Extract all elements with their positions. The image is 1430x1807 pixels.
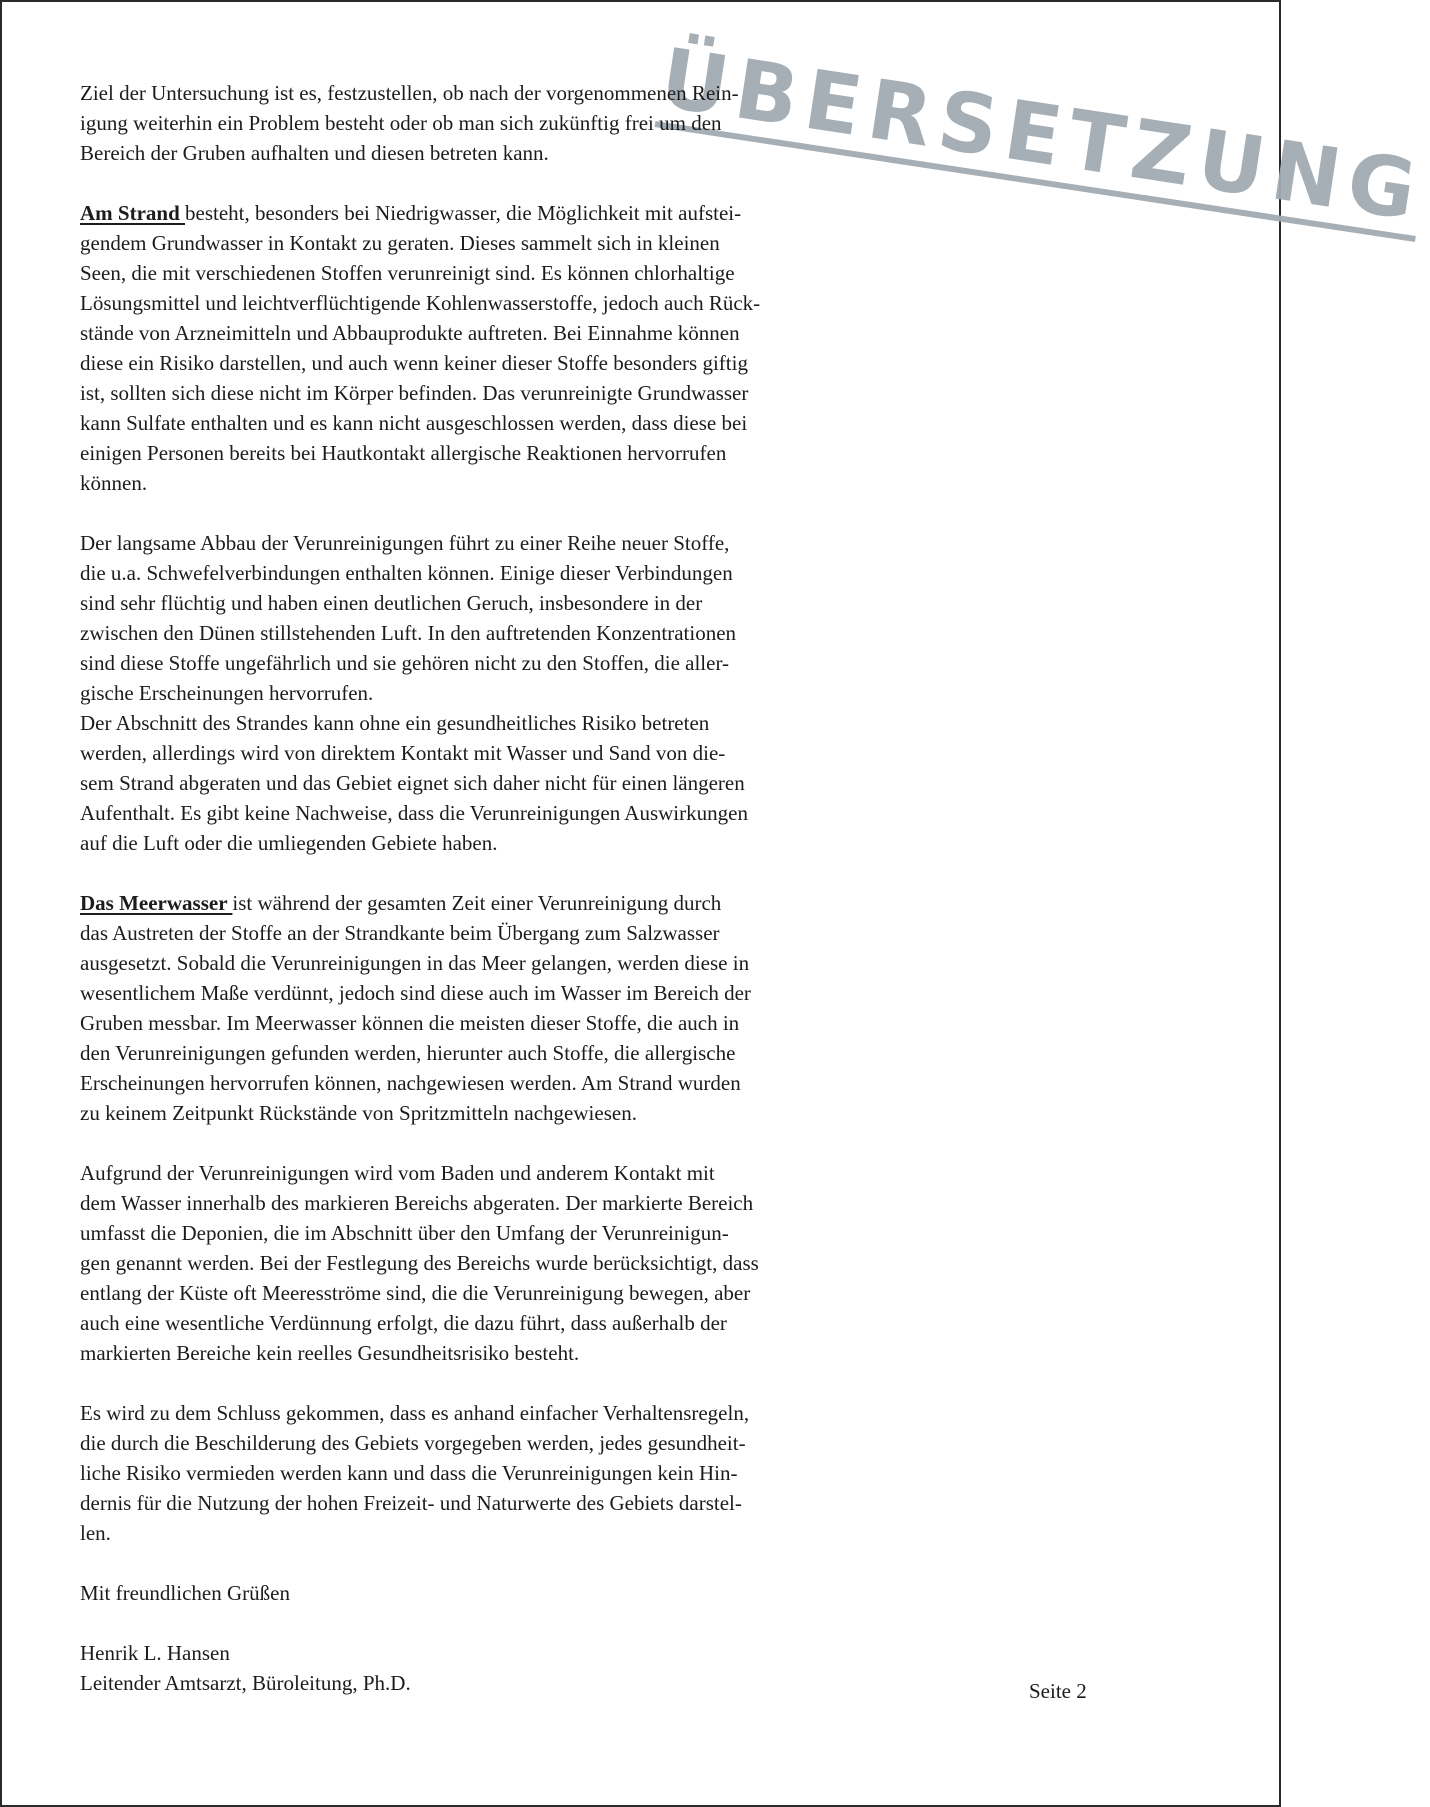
text-line: Aufenthalt. Es gibt keine Nachweise, dass die Verunreinigungen Auswirkungen xyxy=(80,801,748,825)
text-line: ist, sollten sich diese nicht im Körper befinden. Das verunreinigte Grundwasser xyxy=(80,381,749,405)
text-line: auch eine wesentliche Verdünnung erfolgt, die dazu führt, dass außerhalb der xyxy=(80,1311,727,1335)
strand-paragraph xyxy=(80,198,910,498)
signature-title: Leitender Amtsarzt, Büroleitung, Ph.D. xyxy=(80,1671,411,1695)
text-line: werden, allerdings wird von direktem Kontakt mit Wasser und Sand von die- xyxy=(80,741,726,765)
text-line xyxy=(80,198,910,228)
text-line: gendem Grundwasser in Kontakt zu geraten. Dieses sammelt sich in kleinen xyxy=(80,231,720,255)
text-line: stände von Arzneimitteln und Abbauprodukte auftreten. Bei Einnahme können xyxy=(80,321,740,345)
text-line: Der langsame Abbau der Verunreinigungen führt zu einer Reihe neuer Stoffe, xyxy=(80,531,730,555)
text-line: gische Erscheinungen hervorrufen. xyxy=(80,681,374,705)
text-line: entlang der Küste oft Meeresströme sind, die die Verunreinigung bewegen, aber xyxy=(80,1281,751,1305)
text-line: die durch die Beschilderung des Gebiets vorgegeben werden, jedes gesundheit- xyxy=(80,1431,746,1455)
text-line: sind diese Stoffe ungefährlich und sie gehören nicht zu den Stoffen, die aller- xyxy=(80,651,730,675)
meerwasser-paragraph xyxy=(80,888,910,1128)
text-line: das Austreten der Stoffe an der Strandkante beim Übergang zum Salzwasser xyxy=(80,921,720,945)
text-line: sind sehr flüchtig und haben einen deutlichen Geruch, insbesondere in der xyxy=(80,591,703,615)
text-line: den Verunreinigungen gefunden werden, hierunter auch Stoffe, die allergische xyxy=(80,1041,736,1065)
text-fragment: besteht, besonders bei Niedrigwasser, die Möglichkeit mit aufstei- xyxy=(185,201,742,225)
text-line: kann Sulfate enthalten und es kann nicht ausgeschlossen werden, dass diese bei xyxy=(80,411,748,435)
text-fragment: ist während der gesamten Zeit einer Verunreinigung durch xyxy=(232,891,722,915)
translation-stamp: ÜBERSETZUNG xyxy=(654,31,1430,241)
text-line: die u.a. Schwefelverbindungen enthalten können. Einige dieser Verbindungen xyxy=(80,561,733,585)
text-line: umfasst die Deponien, die im Abschnitt über den Umfang der Verunreinigun- xyxy=(80,1221,729,1245)
text-line: markierten Bereiche kein reelles Gesundheitsrisiko besteht. xyxy=(80,1341,580,1365)
text-line: zwischen den Dünen stillstehenden Luft. In den auftretenden Konzentrationen xyxy=(80,621,737,645)
text-line: auf die Luft oder die umliegenden Gebiete haben. xyxy=(80,831,498,855)
text-line: Lösungsmittel und leichtverflüchtigende Kohlenwasserstoffe, jedoch auch Rück- xyxy=(80,291,761,315)
text-line: Der Abschnitt des Strandes kann ohne ein gesundheitliches Risiko betreten xyxy=(80,711,710,735)
text-line: zu keinem Zeitpunkt Rückstände von Spritzmitteln nachgewiesen. xyxy=(80,1101,637,1125)
schluss-paragraph xyxy=(80,1398,910,1548)
text-line xyxy=(80,888,910,918)
text-line: wesentlichem Maße verdünnt, jedoch sind diese auch im Wasser im Bereich der xyxy=(80,981,751,1005)
text-line: Erscheinungen hervorrufen können, nachgewiesen werden. Am Strand wurden xyxy=(80,1071,741,1095)
text-line: können. xyxy=(80,471,148,495)
text-line: sem Strand abgeraten und das Gebiet eignet sich daher nicht für einen längeren xyxy=(80,771,745,795)
text-line: diese ein Risiko darstellen, und auch wenn keiner dieser Stoffe besonders giftig xyxy=(80,351,748,375)
abbau-paragraph xyxy=(80,528,910,858)
text-line: igung weiterhin ein Problem besteht oder ob man sich zukünftig frei um den xyxy=(80,111,722,135)
letter-body xyxy=(80,78,910,1698)
intro-paragraph xyxy=(80,78,910,168)
section-heading-meerwasser: Das Meerwasser xyxy=(80,891,233,915)
text-line: Bereich der Gruben aufhalten und diesen betreten kann. xyxy=(80,141,549,165)
text-line: Es wird zu dem Schluss gekommen, dass es anhand einfacher Verhaltensregeln, xyxy=(80,1401,750,1425)
text-line: dernis für die Nutzung der hohen Freizeit- und Naturwerte des Gebiets darstel- xyxy=(80,1491,742,1515)
text-line: ausgesetzt. Sobald die Verunreinigungen in das Meer gelangen, werden diese in xyxy=(80,951,750,975)
page-number: Seite 2 xyxy=(1029,1679,1087,1703)
text-line: gen genannt werden. Bei der Festlegung des Bereichs wurde berücksichtigt, dass xyxy=(80,1251,759,1275)
section-heading-strand: Am Strand xyxy=(80,201,186,225)
text-line: Gruben messbar. Im Meerwasser können die meisten dieser Stoffe, die auch in xyxy=(80,1011,740,1035)
signature-block xyxy=(80,1638,910,1698)
baden-paragraph xyxy=(80,1158,910,1368)
signature-name: Henrik L. Hansen xyxy=(80,1641,230,1665)
text-line: len. xyxy=(80,1521,111,1545)
text-line: Seen, die mit verschiedenen Stoffen verunreinigt sind. Es können chlorhaltige xyxy=(80,261,735,285)
text-line: einigen Personen bereits bei Hautkontakt allergische Reaktionen hervorrufen xyxy=(80,441,727,465)
text-line: Aufgrund der Verunreinigungen wird vom Baden und anderem Kontakt mit xyxy=(80,1161,715,1185)
closing-line: Mit freundlichen Grüßen xyxy=(80,1581,290,1605)
text-line: dem Wasser innerhalb des markieren Bereichs abgeraten. Der markierte Bereich xyxy=(80,1191,754,1215)
text-line: liche Risiko vermieden werden kann und dass die Verunreinigungen kein Hin- xyxy=(80,1461,738,1485)
text-line: Ziel der Untersuchung ist es, festzustellen, ob nach der vorgenommenen Rein- xyxy=(80,81,739,105)
